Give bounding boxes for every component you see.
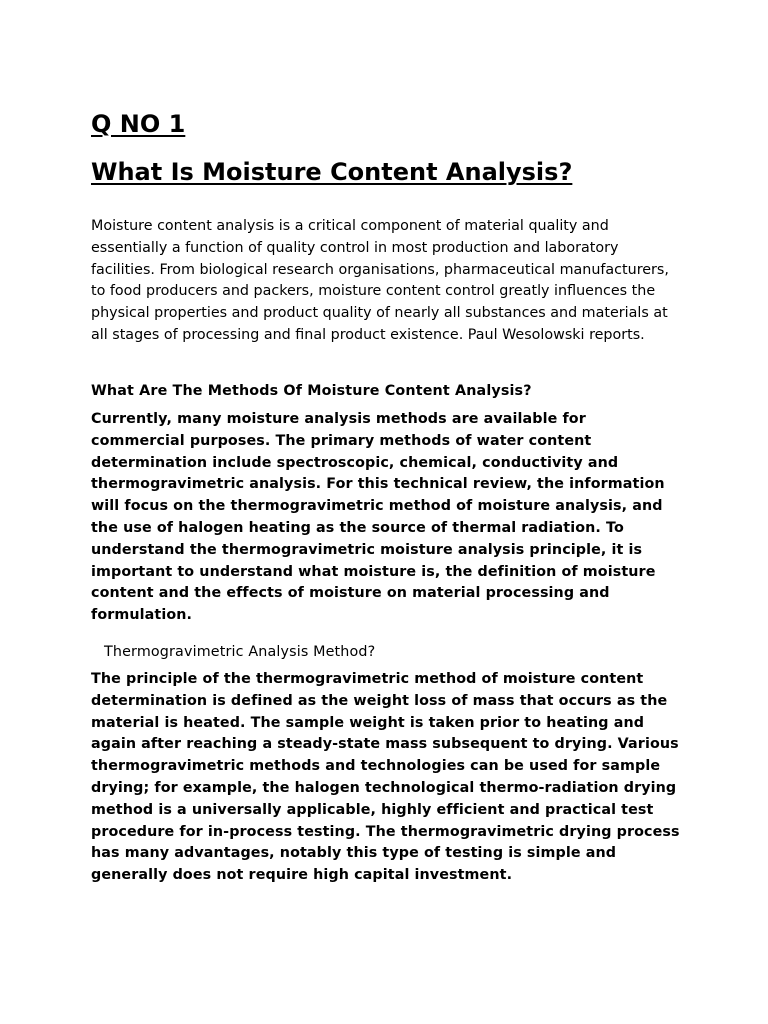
intro-paragraph: Moisture content analysis is a critical component of material quality and essentially a function of quality control in most production and laboratory facilities. From biological research organisations, pharmaceutical manufacturers, to food producers and packers, moisture content control greatly influences the physical properties and product quality of nearly all substances and materials at all stages of processing and final product existence. Paul Wesolowski reports. [91,218,669,343]
question-number: Q NO 1 [91,110,186,138]
document-title: What Is Moisture Content Analysis? [91,158,573,186]
methods-heading: What Are The Methods Of Moisture Content Analysis? [91,383,532,399]
methods-paragraph: Currently, many moisture analysis methods are available for commercial purposes. The primary methods of water content determination include spectroscopic, chemical, conductivity and thermogravimetric analysis. For this technical review, the information will focus on the thermogravimetric method of moisture analysis, and the use of halogen heating as the source of thermal radiation. To understand the thermogravimetric moisture analysis principle, it is important to understand what moisture is, the definition of moisture content and the effects of moisture on material processing and formulation. [91,411,665,624]
thermo-paragraph: The principle of the thermogravimetric method of moisture content determination is defined as the weight loss of mass that occurs as the material is heated. The sample weight is taken prior to heating and again after reaching a steady-state mass subsequent to drying. Various thermogravimetric methods and technologies can be used for sample drying; for example, the halogen technological thermo-radiation drying method is a universally applicable, highly efficient and practical test procedure for in-process testing. The thermogravimetric drying process has many advantages, notably this type of testing is simple and generally does not require high capital investment. [91,671,680,884]
thermo-heading: Thermogravimetric Analysis Method? [104,644,376,660]
